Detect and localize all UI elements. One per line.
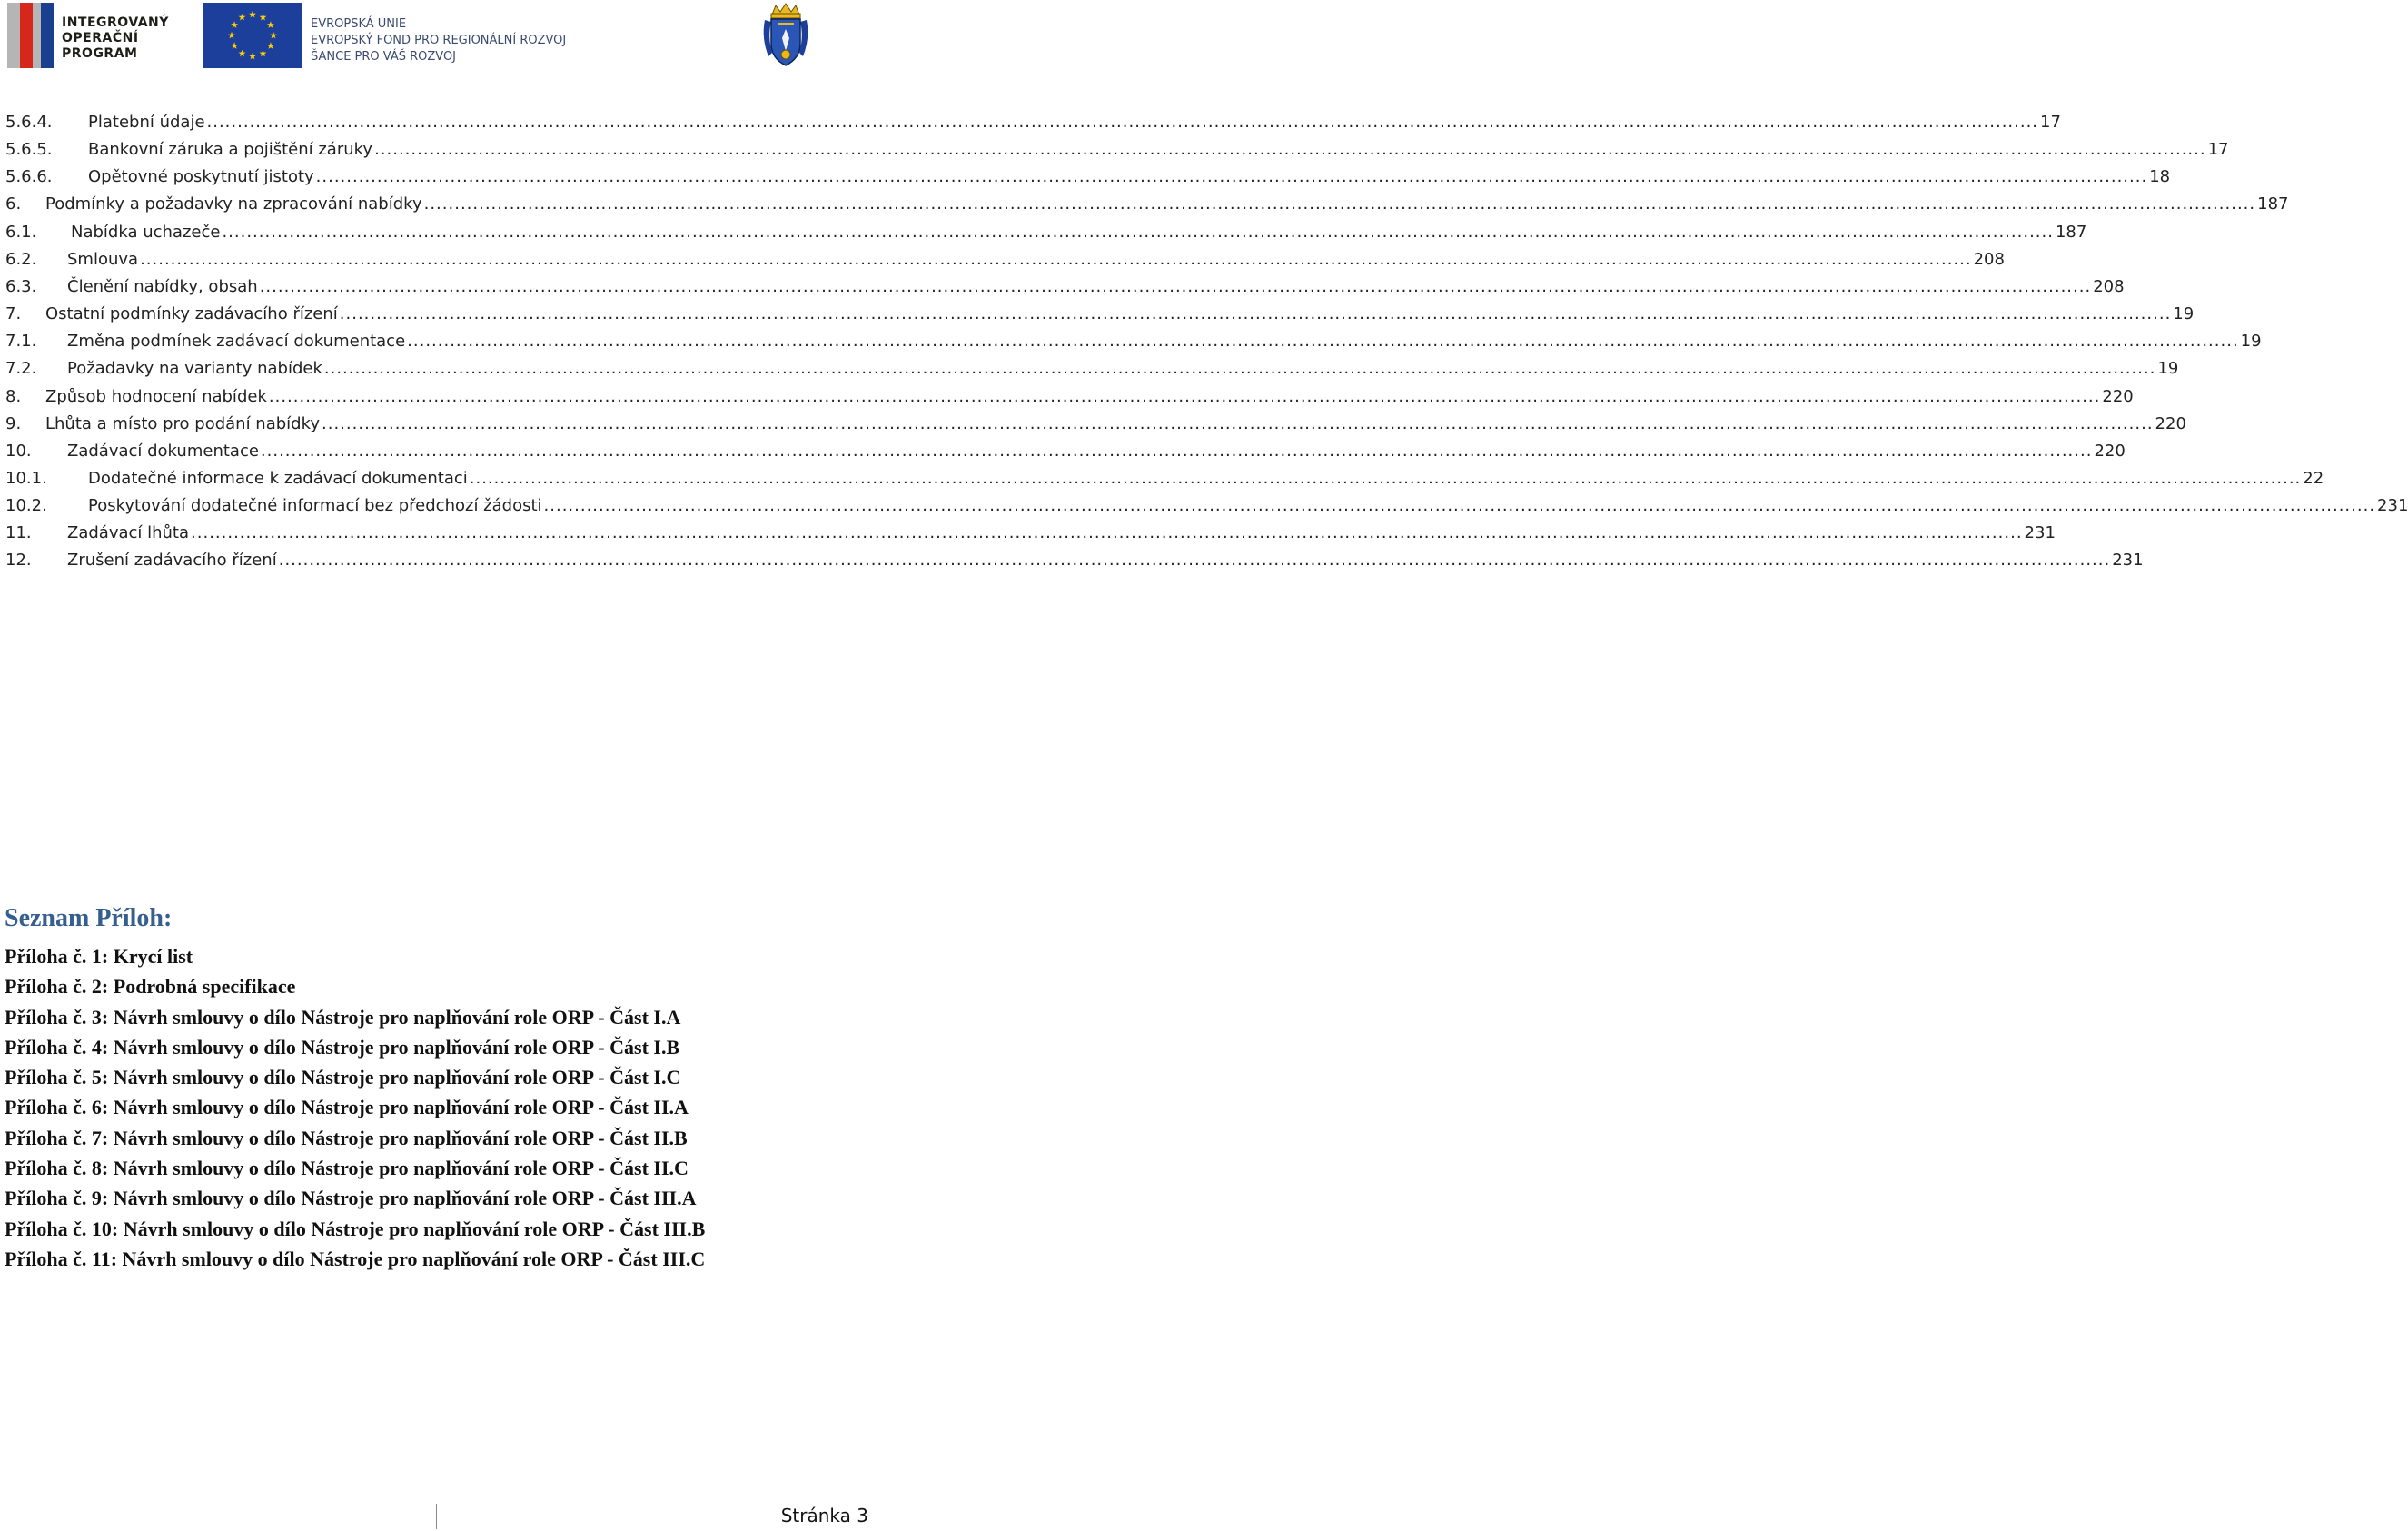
- page-header: [0, 0, 872, 73]
- toc-entry-title: Způsob hodnocení nabídek: [45, 383, 269, 411]
- toc-entry-number: 11.: [5, 523, 32, 543]
- attachment-item: Příloha č. 3: Návrh smlouvy o dílo Nástroje pro naplňování role ORP - Část I.A: [5, 1005, 681, 1029]
- toc-dot-leader: ............................................................................................................................................................................................................................................................................................................: [543, 496, 2376, 516]
- toc-entry-title: Členění nabídky, obsah: [67, 273, 260, 301]
- eu-logo-text: [311, 16, 566, 65]
- eu-star-icon: [239, 14, 246, 21]
- toc-entry-number: 5.6.5.: [5, 140, 53, 160]
- toc-entry-title: Zadávací lhůta: [67, 520, 191, 547]
- toc-dot-leader: ............................................................................................................................................................................................................................................................................................................: [374, 140, 2206, 160]
- toc-entry-number: 6.3.: [5, 276, 37, 296]
- toc-entry-page: 231: [2023, 520, 2056, 547]
- toc-dot-leader: ............................................................................................................................................................................................................................................................................................................: [222, 222, 2054, 242]
- toc-entry[interactable]: [5, 246, 2005, 273]
- toc-entry-number: 7.2.: [5, 359, 37, 379]
- page-number: Stránka 3: [780, 1505, 868, 1526]
- attachment-item: Příloha č. 6: Návrh smlouvy o dílo Nástroje pro naplňování role ORP - Část II.A: [5, 1096, 689, 1119]
- toc-entry-page: 19: [2155, 355, 2178, 383]
- toc-entry[interactable]: [5, 492, 2408, 520]
- iop-bar-gray: [7, 3, 20, 68]
- toc-entry-page: 220: [2100, 383, 2133, 411]
- toc-entry[interactable]: [5, 355, 2179, 383]
- toc-entry-number: 10.1.: [5, 468, 47, 488]
- toc-entry-number: 10.: [5, 441, 32, 461]
- toc-dot-leader: ............................................................................................................................................................................................................................................................................................................: [339, 304, 2172, 324]
- iop-logo-line: PROGRAM: [62, 46, 138, 61]
- toc-dot-leader: ............................................................................................................................................................................................................................................................................................................: [322, 413, 2154, 433]
- eu-flag-icon: [203, 3, 302, 68]
- toc-entry-title: Podmínky a požadavky na zpracování nabídky: [45, 191, 424, 218]
- iop-logo-text: [62, 15, 169, 62]
- eu-stars-icon: [203, 3, 302, 68]
- toc-entry-title: Zadávací dokumentace: [67, 438, 261, 465]
- toc-entry-page: 187: [2255, 191, 2288, 218]
- toc-entry-page: 187: [2054, 219, 2086, 246]
- eu-star-icon: [249, 53, 256, 60]
- toc-entry-page: 22: [2301, 465, 2324, 492]
- eu-star-icon: [260, 14, 267, 21]
- eu-logo-line: ŠANCE PRO VÁŠ ROZVOJ: [311, 50, 457, 64]
- eu-star-icon: [267, 21, 274, 28]
- iop-logo-line: OPERAČNÍ: [62, 31, 139, 45]
- toc-entry-number: 7.: [5, 304, 22, 324]
- eu-star-icon: [249, 11, 256, 18]
- eu-star-icon: [231, 42, 238, 49]
- toc-entry-number: 6.: [5, 194, 22, 214]
- toc-entry-title: Nabídka uchazeče: [71, 219, 222, 246]
- toc-entry-page: 208: [2091, 273, 2124, 301]
- attachment-item: Příloha č. 4: Návrh smlouvy o dílo Nástroje pro naplňování role ORP - Část I.B: [5, 1035, 680, 1059]
- toc-entry[interactable]: [5, 383, 2134, 411]
- toc-entry[interactable]: [5, 301, 2195, 328]
- attachment-item: Příloha č. 1: Krycí list: [5, 945, 193, 968]
- toc-entry-title: Opětovné poskytnutí jistoty: [88, 164, 316, 191]
- footer-divider: [436, 1504, 437, 1529]
- toc-entry-title: Požadavky na varianty nabídek: [67, 355, 324, 383]
- toc-entry-title: Platební údaje: [88, 109, 207, 136]
- iop-logo-bars: [4, 3, 62, 68]
- toc-entry-page: 18: [2147, 164, 2170, 191]
- toc-dot-leader: ............................................................................................................................................................................................................................................................................................................: [323, 359, 2156, 379]
- toc-entry-number: 9.: [5, 413, 22, 433]
- toc-entry-number: 7.1.: [5, 332, 37, 352]
- toc-dot-leader: ............................................................................................................................................................................................................................................................................................................: [278, 551, 2111, 571]
- toc-entry-page: 231: [2110, 547, 2143, 574]
- toc-entry-title: Zrušení zadávacího řízení: [67, 547, 279, 574]
- toc-entry-number: 8.: [5, 386, 22, 406]
- eu-star-icon: [267, 42, 274, 49]
- toc-entry-title: Poskytování dodatečné informací bez předchozí žádosti: [88, 492, 544, 520]
- toc-entry[interactable]: [5, 411, 2186, 438]
- eu-logo-line: EVROPSKÝ FOND PRO REGIONÁLNÍ ROZVOJ: [311, 34, 567, 47]
- eu-star-icon: [228, 32, 235, 39]
- toc-dot-leader: ............................................................................................................................................................................................................................................................................................................: [315, 167, 2148, 187]
- toc-entry-page: 231: [2375, 492, 2408, 520]
- attachment-item: Příloha č. 11: Návrh smlouvy o dílo Nástroje pro naplňování role ORP - Část III.C: [5, 1247, 706, 1270]
- toc-entry-page: 220: [2154, 411, 2186, 438]
- toc-entry[interactable]: [5, 164, 2171, 191]
- eu-star-icon: [260, 50, 267, 57]
- toc-entry[interactable]: [5, 547, 2144, 574]
- toc-entry-page: 220: [2092, 438, 2125, 465]
- toc-entry-number: 12.: [5, 551, 32, 571]
- toc-entry-title: Lhůta a místo pro podání nabídky: [45, 411, 322, 438]
- toc-entry-title: Smlouva: [67, 246, 140, 273]
- iop-bar-gray: [33, 3, 41, 68]
- toc-dot-leader: ............................................................................................................................................................................................................................................................................................................: [260, 441, 2093, 461]
- toc-entry-number: 10.2.: [5, 496, 47, 516]
- toc-entry[interactable]: [5, 136, 2229, 164]
- toc-entry[interactable]: [5, 328, 2262, 355]
- toc-entry-title: Ostatní podmínky zadávacího řízení: [45, 301, 340, 328]
- toc-dot-leader: ............................................................................................................................................................................................................................................................................................................: [407, 332, 2239, 352]
- toc-entry[interactable]: [5, 438, 2126, 465]
- toc-dot-leader: ............................................................................................................................................................................................................................................................................................................: [469, 468, 2302, 488]
- toc-entry[interactable]: [5, 273, 2125, 301]
- toc-dot-leader: ............................................................................................................................................................................................................................................................................................................: [140, 249, 1972, 269]
- attachment-item: Příloha č. 5: Návrh smlouvy o dílo Nástroje pro naplňování role ORP - Část I.C: [5, 1066, 681, 1089]
- toc-entry-page: 208: [1972, 246, 2005, 273]
- attachment-item: Příloha č. 2: Podrobná specifikace: [5, 975, 296, 999]
- iop-bar-red: [20, 3, 33, 68]
- eu-logo-line: EVROPSKÁ UNIE: [311, 17, 407, 31]
- eu-star-icon: [239, 50, 246, 57]
- toc-entry[interactable]: [5, 465, 2324, 492]
- toc-entry[interactable]: [5, 191, 2289, 218]
- toc-entry-page: 17: [2038, 109, 2061, 136]
- iop-logo-line: INTEGROVANÝ: [62, 15, 169, 30]
- iop-bar-blue: [41, 3, 54, 68]
- municipal-crest-icon: [759, 2, 812, 69]
- toc-entry-number: 6.2.: [5, 249, 37, 269]
- toc-dot-leader: ............................................................................................................................................................................................................................................................................................................: [206, 113, 2039, 132]
- eu-star-icon: [270, 32, 277, 39]
- toc-entry[interactable]: [5, 109, 2061, 136]
- toc-entry[interactable]: [5, 520, 2056, 547]
- toc-dot-leader: ............................................................................................................................................................................................................................................................................................................: [423, 194, 2256, 214]
- toc-dot-leader: ............................................................................................................................................................................................................................................................................................................: [191, 523, 2023, 543]
- attachments-list: [5, 941, 705, 1274]
- toc-entry-title: Dodatečné informace k zadávací dokumentaci: [88, 465, 470, 492]
- eu-star-icon: [231, 21, 238, 28]
- toc-entry-title: Bankovní záruka a pojištění záruky: [88, 136, 374, 164]
- attachment-item: Příloha č. 9: Návrh smlouvy o dílo Nástroje pro naplňování role ORP - Část III.A: [5, 1187, 697, 1210]
- toc-entry[interactable]: [5, 219, 2087, 246]
- toc-entry-number: 5.6.4.: [5, 113, 53, 132]
- attachment-item: Příloha č. 7: Návrh smlouvy o dílo Nástroje pro naplňování role ORP - Část II.B: [5, 1126, 688, 1149]
- attachment-item: Příloha č. 10: Návrh smlouvy o dílo Nástroje pro naplňování role ORP - Část III.B: [5, 1217, 706, 1240]
- toc-entry-title: Změna podmínek zadávací dokumentace: [67, 328, 407, 355]
- toc-entry-page: 19: [2239, 328, 2262, 355]
- toc-entry-page: 19: [2171, 301, 2194, 328]
- toc-entry-number: 5.6.6.: [5, 167, 53, 187]
- attachment-item: Příloha č. 8: Návrh smlouvy o dílo Nástroje pro naplňování role ORP - Část II.C: [5, 1157, 689, 1180]
- toc-dot-leader: ............................................................................................................................................................................................................................................................................................................: [268, 386, 2101, 406]
- toc-entry-page: 17: [2206, 136, 2229, 164]
- attachments-heading: Seznam Příloh:: [5, 904, 173, 932]
- iop-logo: [4, 3, 176, 68]
- toc-dot-leader: ............................................................................................................................................................................................................................................................................................................: [259, 276, 2092, 296]
- toc-entry-number: 6.1.: [5, 222, 37, 242]
